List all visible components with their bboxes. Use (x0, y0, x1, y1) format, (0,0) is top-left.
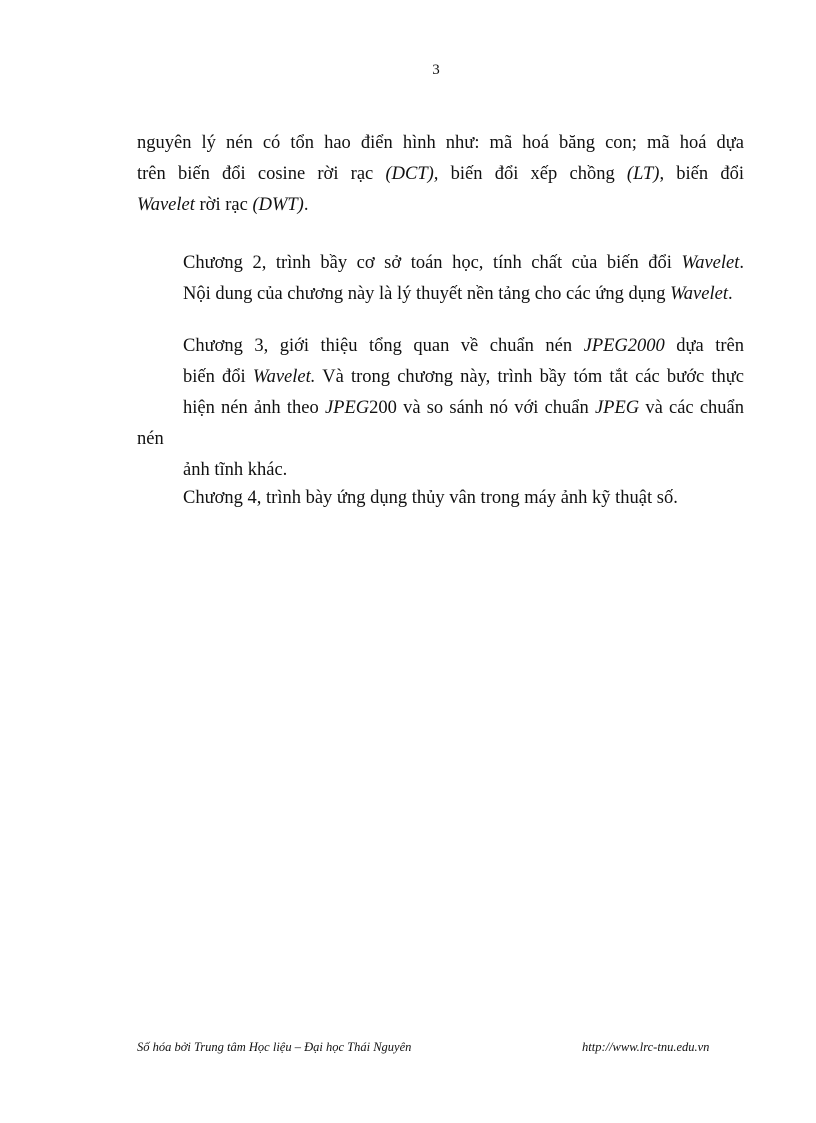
text-line (137, 279, 744, 310)
text-segment: dựa trên (664, 336, 745, 356)
text-line (137, 393, 744, 455)
text-segment: Chương 2, trình bầy cơ sở toán học, tính chất của biến đổi (183, 253, 682, 273)
text-segment: . (739, 253, 744, 273)
text-segment: . (303, 195, 309, 215)
italic-term: (DCT), (385, 164, 439, 184)
italic-term: JPEG (324, 398, 370, 418)
page-number: 3 (432, 62, 440, 78)
italic-term: (LT) (626, 164, 660, 184)
text-segment: biến đổi xếp chồng (438, 164, 627, 184)
italic-term: (DWT) (252, 195, 304, 215)
text-line (137, 362, 744, 393)
italic-term: Wavelet (137, 195, 195, 215)
text-segment: và các chuẩn nén (137, 398, 745, 449)
text-line (137, 483, 744, 514)
italic-term: JPEG (594, 398, 640, 418)
italic-term: JPEG2000 (583, 336, 665, 356)
italic-term: Wavelet (670, 284, 728, 304)
text-segment: Nội dung của chương này là lý thuyết nền tảng cho các ứng dụng (183, 284, 671, 304)
footer-digitized-by: Số hóa bởi Trung tâm Học liệu – Đại học Thái Nguyên (137, 1040, 412, 1054)
text-segment: Chương 3, giới thiệu tổng quan về chuẩn nén (183, 336, 584, 356)
text-line (137, 248, 744, 279)
text-line (137, 190, 744, 221)
paragraph-chapter-4 (137, 483, 744, 514)
text-segment: trên biến đổi cosine rời rạc (137, 164, 386, 184)
text-segment: nguyên lý nén có tổn hao điển hình như: mã hoá băng con; mã hoá dựa (137, 133, 744, 153)
italic-term: Wavelet. (252, 367, 316, 387)
text-segment: hiện nén ảnh theo (183, 398, 325, 418)
italic-term: Wavelet (681, 253, 740, 273)
text-segment: Và trong chương này, trình bầy tóm tắt các bước thực (315, 367, 744, 387)
text-segment: Chương 4, trình bày ứng dụng thủy vân trong máy ảnh kỹ thuật số. (183, 488, 678, 508)
paragraph (137, 128, 744, 221)
text-segment: , biến đổi (659, 164, 744, 184)
paragraph (137, 483, 744, 514)
text-line (137, 128, 744, 159)
footer-url: http://www.lrc-tnu.edu.vn (582, 1040, 710, 1054)
paragraph-intro-continued (137, 128, 744, 221)
paragraph-chapter-3 (137, 331, 744, 486)
paragraph-chapter-2 (137, 248, 744, 310)
text-line (137, 159, 744, 190)
text-line (137, 455, 744, 486)
text-segment: rời rạc (194, 195, 253, 215)
text-line (137, 331, 744, 362)
text-segment: biến đổi (183, 367, 253, 387)
text-segment: 200 và so sánh nó với chuẩn (369, 398, 595, 418)
paragraph (137, 331, 744, 486)
paragraph (137, 248, 744, 310)
text-segment: . (727, 284, 733, 304)
text-segment: ảnh tĩnh khác. (183, 460, 288, 480)
